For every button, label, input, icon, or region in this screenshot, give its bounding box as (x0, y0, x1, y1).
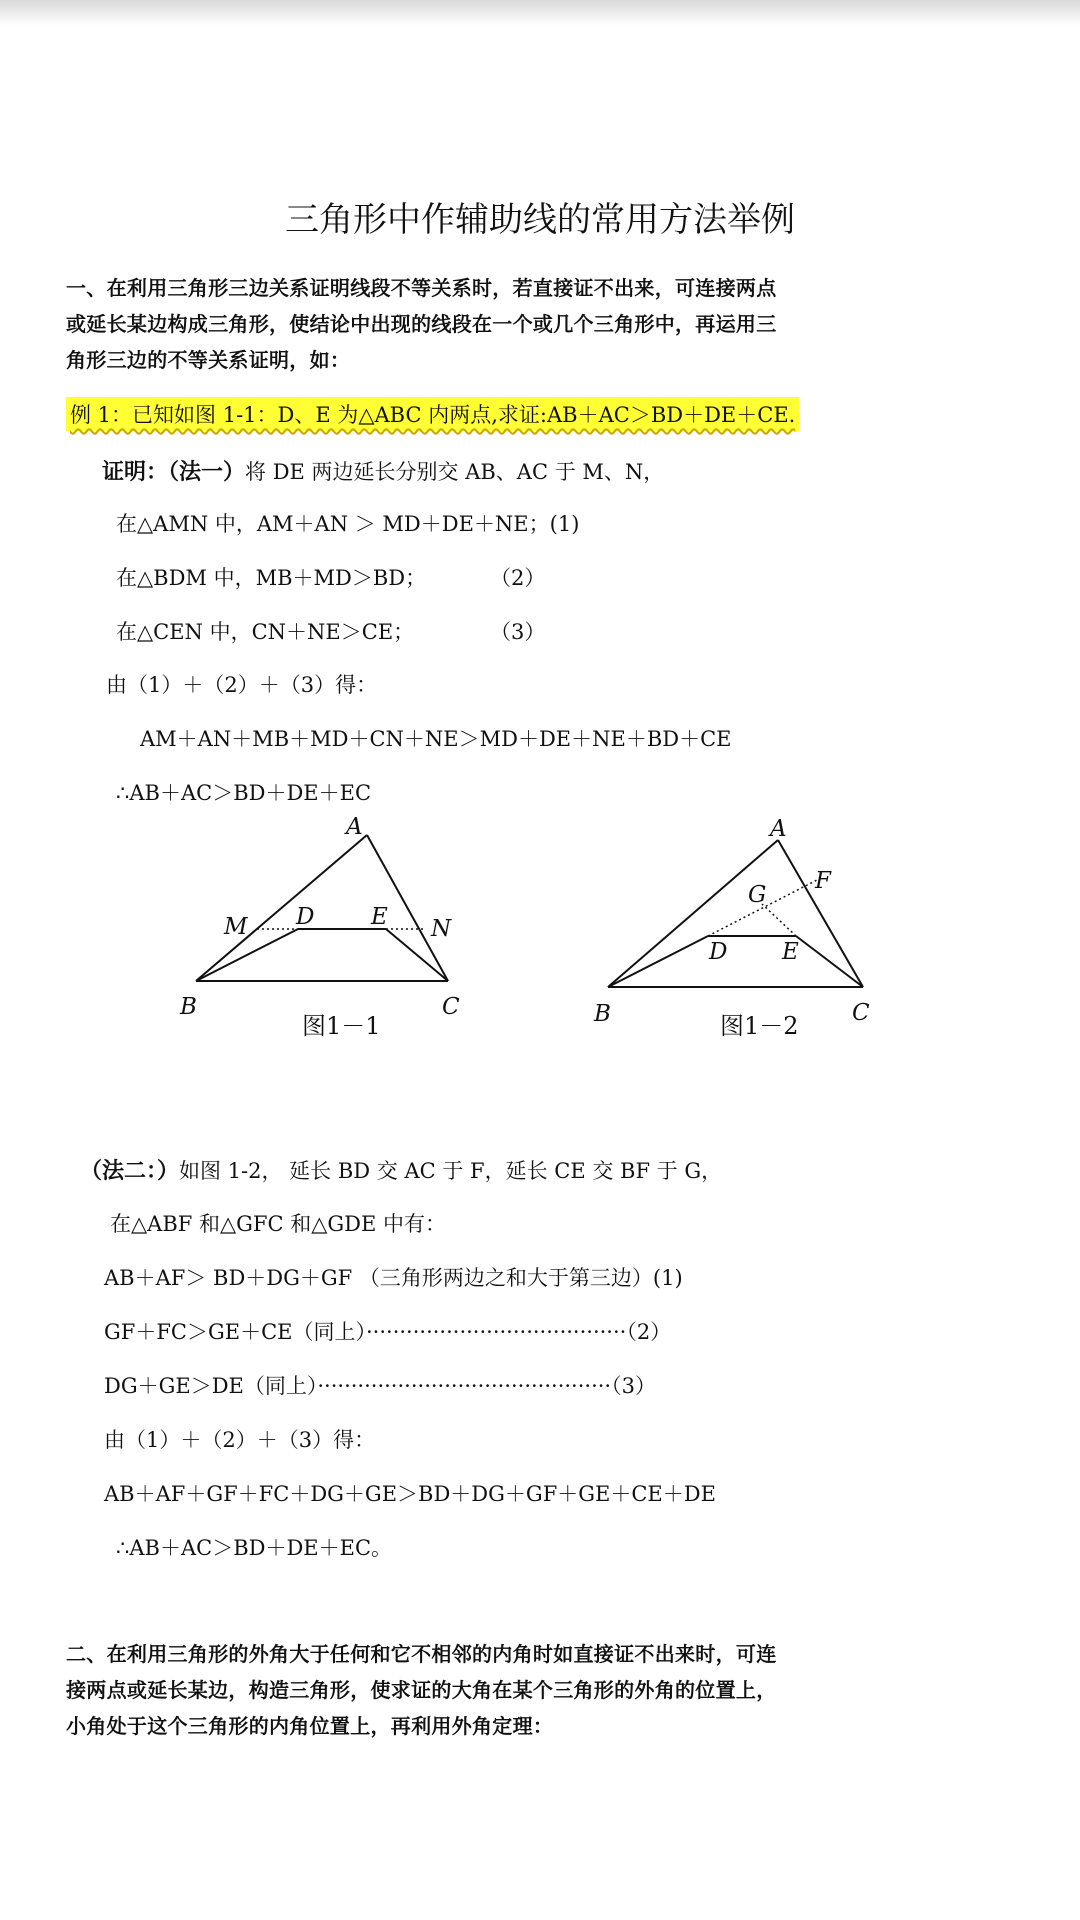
figure-1-1-caption: 图1－1 (302, 1012, 381, 1040)
label-n: N (431, 916, 452, 942)
figure-1-1 (170, 805, 500, 1050)
section-2-line: 二、在利用三角形的外角大于任何和它不相邻的内角时如直接证不出来时，可连 (66, 1642, 777, 1666)
proof-1-intro-line (102, 455, 664, 486)
proof-2-conclusion: ∴AB＋AC＞BD＋DE＋EC。 (116, 1536, 393, 1560)
proof-2-step-1: AB＋AF＞ BD＋DG＋GF （三角形两边之和大于第三边）(1) (104, 1266, 683, 1290)
proof-2-step-2: GF＋FC＞GE＋CE（同上）·······································（2） (104, 1320, 672, 1344)
proof-2-heading: （法二：） (80, 1159, 180, 1184)
proof-1-step-1: 在△AMN 中，AM＋AN ＞ MD＋DE＋NE；(1) (116, 512, 580, 536)
proof-2-sum: 由（1）＋（2）＋（3）得： (104, 1428, 376, 1452)
proof-1-step-2: 在△BDM 中，MB＋MD＞BD； (116, 566, 427, 590)
top-shadow-bar (0, 0, 1080, 26)
label-a: A (770, 816, 787, 842)
figure-1-1-lines (196, 835, 448, 981)
page-title: 三角形中作辅助线的常用方法举例 (285, 200, 795, 240)
proof-2-intro-line (80, 1154, 722, 1185)
section-1-line: 角形三边的不等关系证明，如： (66, 348, 351, 372)
figure-1-2-caption: 图1－2 (720, 1012, 799, 1040)
label-e: E (371, 904, 388, 930)
segment-ab (196, 835, 367, 981)
label-a: A (346, 814, 363, 840)
proof-1-step-3-number: （3） (490, 620, 546, 644)
figure-1-2 (585, 805, 885, 1050)
proof-1-intro: 将 DE 两边延长分别交 AB、AC 于 M、N， (245, 460, 665, 484)
proof-1-conclusion: ∴AB＋AC＞BD＋DE＋EC (116, 781, 372, 805)
label-e: E (782, 939, 799, 965)
section-2-line: 接两点或延长某边，构造三角形，使求证的大角在某个三角形的外角的位置上， (66, 1678, 777, 1702)
proof-2-expansion: AB＋AF＋GF＋FC＋DG＋GE＞BD＋DG＋GF＋GE＋CE＋DE (104, 1482, 716, 1506)
label-c: C (852, 1000, 870, 1026)
proof-1-expansion: AM＋AN＋MB＋MD＋CN＋NE＞MD＋DE＋NE＋BD＋CE (140, 727, 732, 751)
proof-2-step-3: DG＋GE＞DE（同上）············································（3） (104, 1374, 656, 1398)
label-m: M (224, 914, 248, 940)
proof-2-context: 在△ABF 和△GFC 和△GDE 中有： (110, 1212, 446, 1236)
segment-ab (608, 840, 778, 987)
label-b: B (594, 1001, 611, 1027)
segment-eg-dotted (762, 904, 796, 936)
segment-ec (796, 936, 863, 987)
proof-1-step-2-number: （2） (490, 566, 546, 590)
proof-2-intro: 如图 1-2， 延长 BD 交 AC 于 F，延长 CE 交 BF 于 G， (179, 1159, 723, 1183)
example-1-highlight: 例 1：已知如图 1-1：D、E 为△ABC 内两点,求证:AB＋AC＞BD＋DE＋CE. (66, 397, 799, 431)
section-2-paragraph (66, 1636, 1026, 1744)
figure-1-2-lines (608, 840, 863, 987)
label-d: D (296, 904, 315, 930)
proof-1-heading: 证明：（法一） (102, 460, 246, 485)
proof-1-sum: 由（1）＋（2）＋（3）得： (106, 673, 378, 697)
label-g: G (748, 882, 767, 908)
section-1-line: 或延长某边构成三角形，使结论中出现的线段在一个或几个三角形中，再运用三 (66, 312, 777, 336)
section-1-line: 一、在利用三角形三边关系证明线段不等关系时，若直接证不出来，可连接两点 (66, 276, 777, 300)
section-2-line: 小角处于这个三角形的内角位置上，再利用外角定理： (66, 1714, 554, 1738)
label-b: B (180, 994, 197, 1020)
proof-1-step-3: 在△CEN 中，CN＋NE＞CE； (116, 620, 415, 644)
label-f: F (815, 868, 831, 894)
section-1-paragraph (66, 270, 1026, 378)
label-c: C (442, 994, 460, 1020)
label-d: D (709, 939, 728, 965)
